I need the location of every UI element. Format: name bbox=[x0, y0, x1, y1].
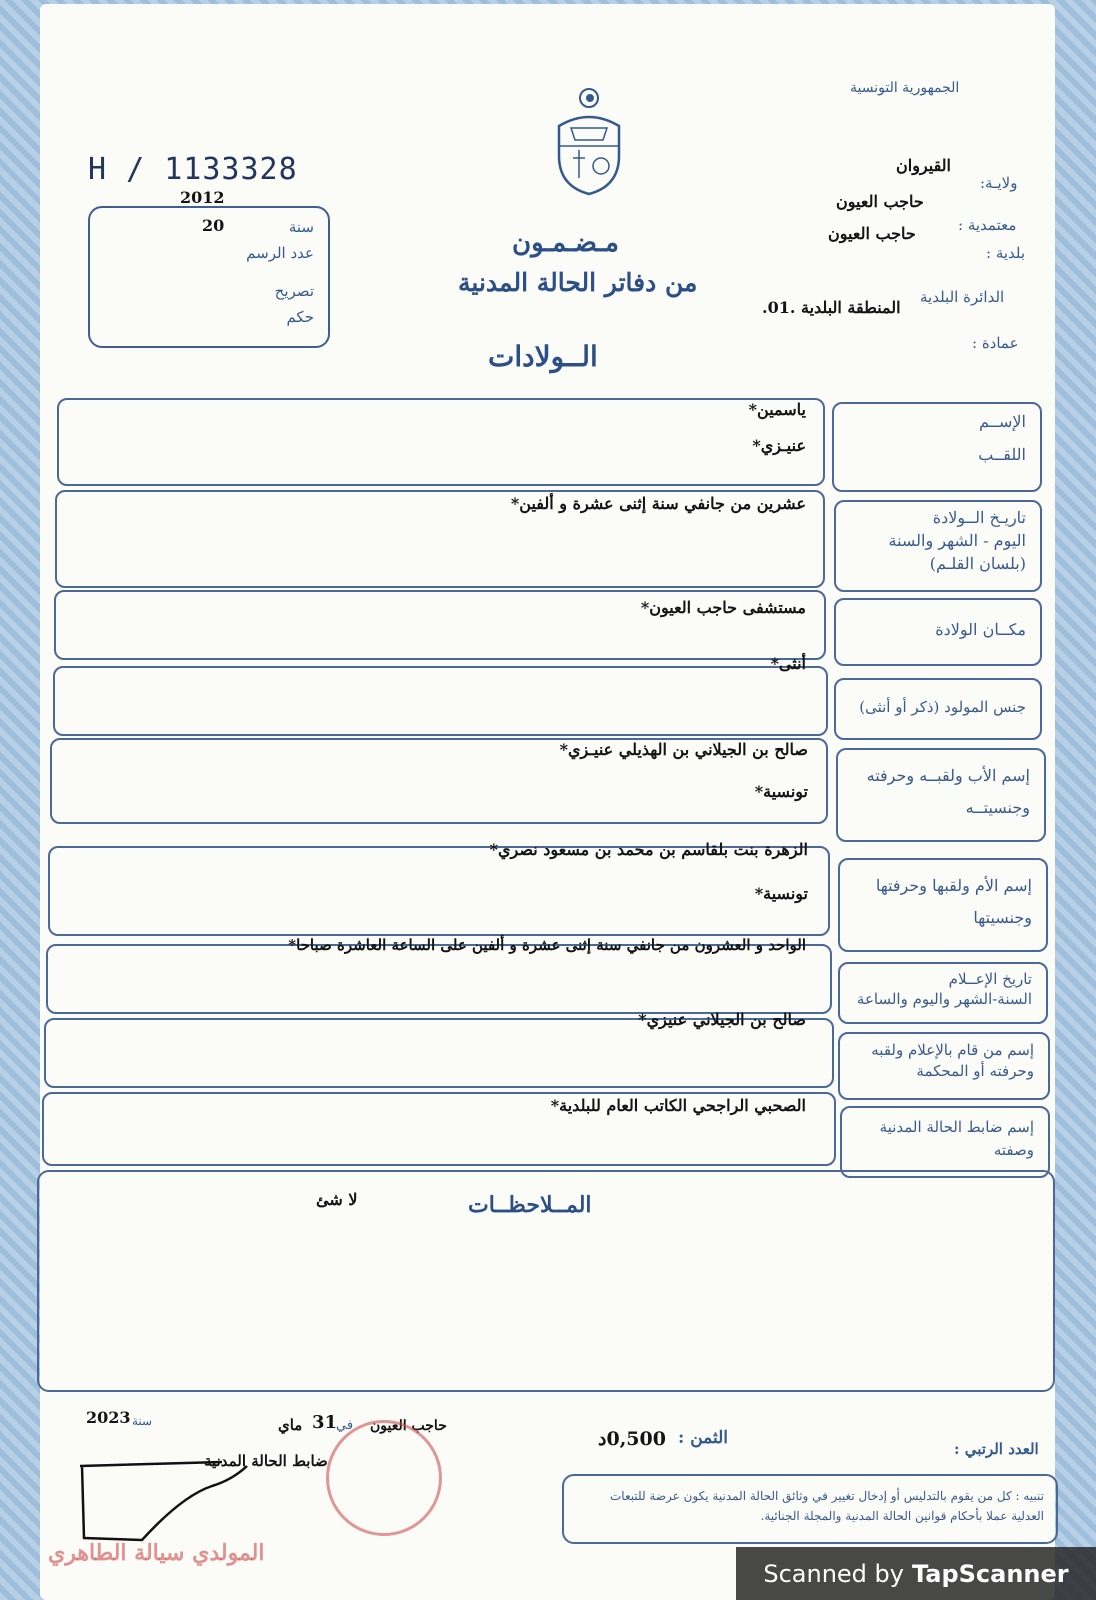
label-first-name: الإســم bbox=[979, 412, 1026, 431]
value-father: صالح بن الجيلاني بن الهذيلي عنيـزي* bbox=[559, 740, 808, 759]
value-mother-nationality: تونسية* bbox=[754, 884, 808, 903]
reg-declaration-label: تصريح bbox=[274, 282, 314, 300]
omada-label: عمادة : bbox=[972, 334, 1019, 352]
label-box-father bbox=[836, 748, 1046, 842]
official-stamp bbox=[326, 1420, 442, 1536]
label-surname: اللقــب bbox=[978, 444, 1026, 464]
signature-scribble bbox=[72, 1456, 262, 1546]
label-declaration-date: تاريخ الإعــلام bbox=[948, 970, 1032, 988]
scanner-brand: TapScanner bbox=[911, 1559, 1069, 1588]
reg-year-value: 20 bbox=[202, 216, 225, 235]
label-box-name bbox=[832, 402, 1042, 492]
issue-year: 2023 bbox=[86, 1408, 131, 1427]
value-birth-date: عشرين من جانفي سنة إثنى عشرة و ألفين* bbox=[510, 494, 806, 513]
label-birth-place: مكــان الولادة bbox=[935, 620, 1026, 639]
label-mother: إسم الأم ولقبها وحرفتها bbox=[875, 876, 1032, 895]
issue-month: ماي bbox=[278, 1416, 303, 1434]
title-civil-registers: من دفاتر الحالة المدنية bbox=[458, 268, 698, 297]
reg-judgment-label: حكم bbox=[286, 308, 314, 326]
value-mother: الزهرة بنت بلقاسم بن محمد بن مسعود نصري* bbox=[489, 840, 808, 859]
title-summary: مـضـمـون bbox=[512, 228, 619, 258]
district-label: الدائرة البلدية bbox=[920, 288, 1005, 306]
wilaya-label: ولايـة: bbox=[980, 174, 1018, 192]
year-label: سنة bbox=[132, 1414, 153, 1428]
label-father: إسم الأب ولقبــه وحرفته bbox=[866, 766, 1030, 785]
label-officer-title: وصفته bbox=[993, 1140, 1034, 1159]
value-surname: عنيـزي* bbox=[752, 436, 806, 455]
label-declaration-date-format: السنة-الشهر واليوم والساعة bbox=[856, 989, 1032, 1008]
label-box-birth-date bbox=[834, 500, 1042, 592]
doc-number bbox=[88, 152, 298, 187]
label-mother-nationality: وجنسيتها bbox=[973, 908, 1032, 927]
reg-act-label: عدد الرسم bbox=[246, 244, 314, 262]
issue-place: حاجب العيون bbox=[370, 1418, 447, 1434]
title-births: الــولادات bbox=[488, 340, 598, 373]
label-birth-date: تاريـخ الــولادة bbox=[932, 508, 1026, 527]
value-officer: الصحبي الراجحي الكاتب العام للبلدية* bbox=[550, 1096, 806, 1115]
value-first-name: ياسمين* bbox=[748, 400, 806, 419]
value-box-mother bbox=[48, 846, 830, 936]
scanner-watermark bbox=[736, 1547, 1096, 1600]
remarks-label: المــلاحظــات bbox=[468, 1192, 592, 1218]
value-box-sex bbox=[53, 666, 828, 736]
serial-number-label: العدد الرتبي : bbox=[954, 1440, 1039, 1458]
value-birth-place: مستشفى حاجب العيون* bbox=[640, 598, 806, 617]
wilaya-value: القيروان bbox=[896, 156, 951, 175]
stamp-text: المولدي سيالة الطاهري bbox=[48, 1540, 265, 1566]
value-declarant: صالح بن الجيلاني عنيزي* bbox=[638, 1010, 806, 1029]
municipality-value: حاجب العيون bbox=[828, 224, 916, 243]
value-father-nationality: تونسية* bbox=[754, 782, 808, 801]
label-declarant-occupation: وحرفته أو المحكمة bbox=[916, 1062, 1034, 1080]
label-officer: إسم ضابط الحالة المدنية bbox=[879, 1118, 1034, 1136]
label-father-nationality: وجنسيتــه bbox=[965, 798, 1030, 817]
doc-number-value: 1133328 bbox=[164, 152, 298, 187]
label-birth-date-format: اليوم - الشهر والسنة bbox=[888, 531, 1026, 551]
label-declarant: إسم من قام بالإعلام ولقبه bbox=[871, 1041, 1034, 1059]
registration-box bbox=[88, 206, 330, 348]
officer-signature-label: ضابط الحالة المدنية bbox=[204, 1452, 328, 1470]
delegation-value: حاجب العيون bbox=[836, 192, 924, 211]
value-declaration-date: الواحد و العشرون من جانفي سنة إثنى عشرة و ألفين على الساعة العاشرة صباحا* bbox=[288, 936, 806, 954]
label-sex: جنس المولود (ذكر أو أنثى) bbox=[859, 698, 1026, 716]
reg-year: 2012 bbox=[180, 188, 225, 207]
label-box-declaration-date bbox=[838, 962, 1048, 1024]
label-box-declarant bbox=[838, 1032, 1050, 1100]
notice-text: تنبيه : كل من يقوم بالتدليس أو إدخال تغيير في وثائق الحالة المدنية يكون عرضة للتبعات العدلية عملا بأحكام قوانين الحالة المدنية والمجلة الجنائية. bbox=[609, 1489, 1044, 1524]
price-value: 0,500د bbox=[598, 1428, 666, 1450]
district-value: المنطقة البلدية .01. bbox=[762, 298, 901, 317]
doc-prefix: H / bbox=[88, 152, 146, 187]
coat-of-arms-icon bbox=[553, 86, 625, 196]
date-prefix: في bbox=[336, 1418, 354, 1433]
label-box-birth-place bbox=[834, 598, 1042, 666]
value-box-name bbox=[57, 398, 825, 486]
label-box-sex bbox=[834, 678, 1042, 740]
notice-box bbox=[562, 1474, 1058, 1544]
label-box-mother bbox=[838, 858, 1048, 952]
issue-day: 31 bbox=[312, 1412, 338, 1433]
remarks-value: لا شئ bbox=[316, 1190, 358, 1209]
label-birth-date-words: (بلسان القلـم) bbox=[929, 554, 1026, 574]
label-box-officer bbox=[840, 1106, 1050, 1178]
delegation-label: معتمدية : bbox=[958, 216, 1017, 234]
price-label: الثمن : bbox=[678, 1428, 728, 1448]
value-box-declaration-date bbox=[46, 944, 832, 1014]
reg-year-label: سنة bbox=[288, 218, 314, 236]
municipality-label: بلدية : bbox=[986, 244, 1026, 262]
republic-heading: الجمهورية التونسية bbox=[850, 80, 960, 96]
scanner-prefix: Scanned by bbox=[763, 1559, 904, 1588]
value-sex: أنثى* bbox=[770, 654, 806, 673]
